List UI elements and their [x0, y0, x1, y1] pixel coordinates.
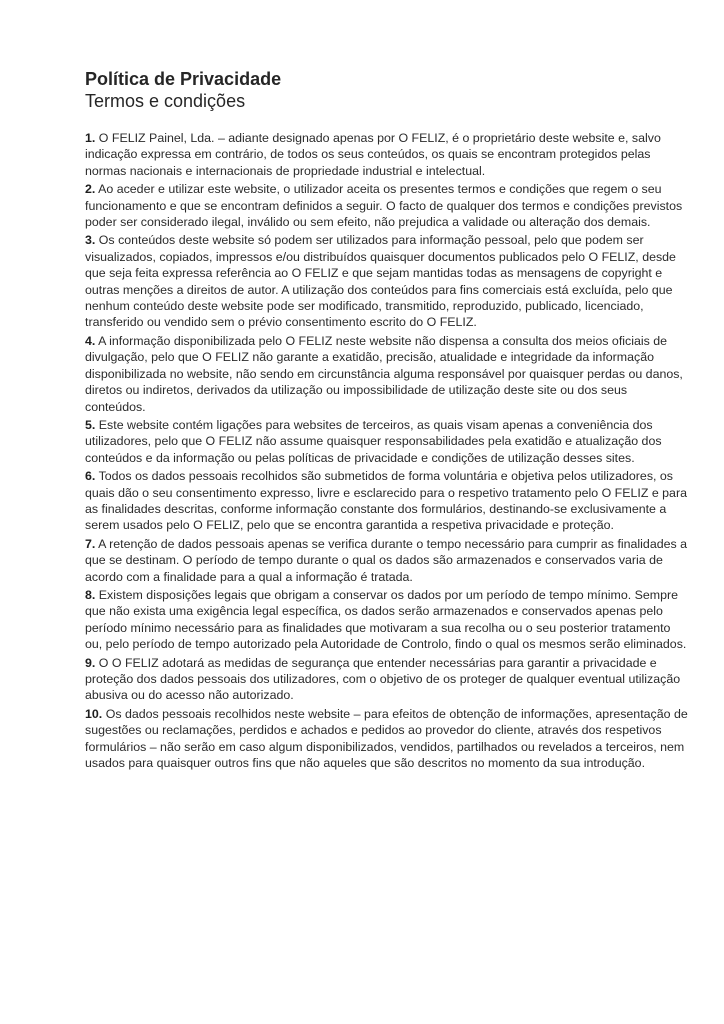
page-title: Política de Privacidade: [85, 69, 282, 89]
clause-8: [85, 587, 690, 653]
clause-text: Existem disposições legais que obrigam a conservar os dados por um período de tempo mínimo. Sempre que não exista uma exigência legal específica, os dados serão armazenados e conservados apenas pelo período mínimo necessário para as finalidades que motivaram a sua recolha ou o seu posterior tratamento ou, pelo período de tempo autorizado pela Autoridade de Controlo, findo o qual os mesmos serão eliminados.: [85, 587, 687, 652]
document-page: [85, 68, 690, 773]
clause-number: 8.: [85, 587, 96, 602]
clause-text: Os conteúdos deste website só podem ser utilizados para informação pessoal, pelo que podem ser visualizados, copiados, impressos e/ou distribuídos quaisquer documentos publicados pelo O FELIZ, desde que seja feita expressa referência ao O FELIZ e que sejam mantidas todas as mensagens de copyright e outras menções a direitos de autor. A utilização dos conteúdos para fins comerciais está excluída, pelo que nenhum conteúdo deste website pode ser modificado, transmitido, reproduzido, publicado, licenciado, transferido ou vendido sem o prévio consentimento escrito do O FELIZ.: [85, 233, 676, 330]
clause-text: Todos os dados pessoais recolhidos são submetidos de forma voluntária e objetiva pelos utilizadores, os quais dão o seu consentimento expresso, livre e esclarecido para o respetivo tratamento pelo O FELIZ e para as finalidades descritas, conforme informação constante dos formulários, destinando-se exclusivamente a serem usados pelo O FELIZ, pelo que se encontra garantida a respetiva privacidade e proteção.: [85, 469, 687, 533]
clause-number: 1.: [85, 131, 96, 145]
clause-number: 10.: [85, 706, 103, 721]
clause-text: A informação disponibilizada pelo O FELIZ neste website não dispensa a consulta dos meios oficiais de divulgação, pelo que O FELIZ não garante a exatidão, precisão, atualidade e integridade da informação disponibilizada no website, não sendo em circunstância alguma responsável por quaisquer perdas ou danos, diretos ou indiretos, derivados da utilização ou impossibilidade de utilização deste site ou dos seus conteúdos.: [85, 333, 683, 414]
page-subtitle: Termos e condições: [85, 91, 246, 111]
clause-number: 6.: [85, 469, 96, 484]
clause-number: 4.: [85, 333, 96, 348]
clause-10: [85, 706, 690, 772]
clause-text: Os dados pessoais recolhidos neste website – para efeitos de obtenção de informações, apresentação de sugestões ou reclamações, perdidos e achados e pedidos ao provedor do cliente, através dos respetivos formulários – não serão em caso algum disponibilizados, vendidos, partilhados ou revelados a terceiros, nem usados para quaisquer outros fins que não aqueles que são descritos no momento da sua introdução.: [85, 706, 688, 771]
clause-number: 3.: [85, 233, 96, 248]
clause-1: [85, 130, 690, 179]
clause-7: [85, 536, 690, 585]
clause-text: Este website contém ligações para websites de terceiros, as quais visam apenas a conveniência dos utilizadores, pelo que O FELIZ não assume quaisquer responsabilidades pela exatidão e atualização dos conteúdos e da informação ou pelas políticas de privacidade e condições de utilização desses sites.: [85, 417, 662, 465]
clause-9: [85, 655, 690, 704]
clause-number: 9.: [85, 655, 96, 670]
clause-2: [85, 181, 690, 230]
clause-5: [85, 417, 690, 466]
clause-text: Ao aceder e utilizar este website, o utilizador aceita os presentes termos e condições que regem o seu funcionamento e que se encontram definidos a seguir. O facto de qualquer dos termos e condições previstos poder ser considerado ilegal, inválido ou sem efeito, não prejudica a validade ou alteração dos demais.: [85, 182, 683, 230]
clause-number: 7.: [85, 536, 96, 551]
clause-4: [85, 333, 690, 415]
clause-text: O O FELIZ adotará as medidas de segurança que entender necessárias para garantir a privacidade e proteção dos dados pessoais dos utilizadores, com o objetivo de os proteger de qualquer eventual utilização abusiva ou do acesso não autorizado.: [85, 655, 681, 703]
clause-text: A retenção de dados pessoais apenas se verifica durante o tempo necessário para cumprir as finalidades a que se destinam. O período de tempo durante o qual os dados são armazenados e conservados varia de acordo com a finalidade para a qual a informação é tratada.: [85, 536, 688, 584]
clause-number: 5.: [85, 417, 96, 432]
clause-3: [85, 232, 690, 330]
clause-number: 2.: [85, 182, 96, 197]
clause-text: O FELIZ Painel, Lda. – adiante designado apenas por O FELIZ, é o proprietário deste website e, salvo indicação expressa em contrário, de todos os seus conteúdos, os quais se encontram protegidos pelas normas nacionais e internacionais de propriedade industrial e intelectual.: [85, 131, 661, 178]
clause-6: [85, 468, 690, 534]
